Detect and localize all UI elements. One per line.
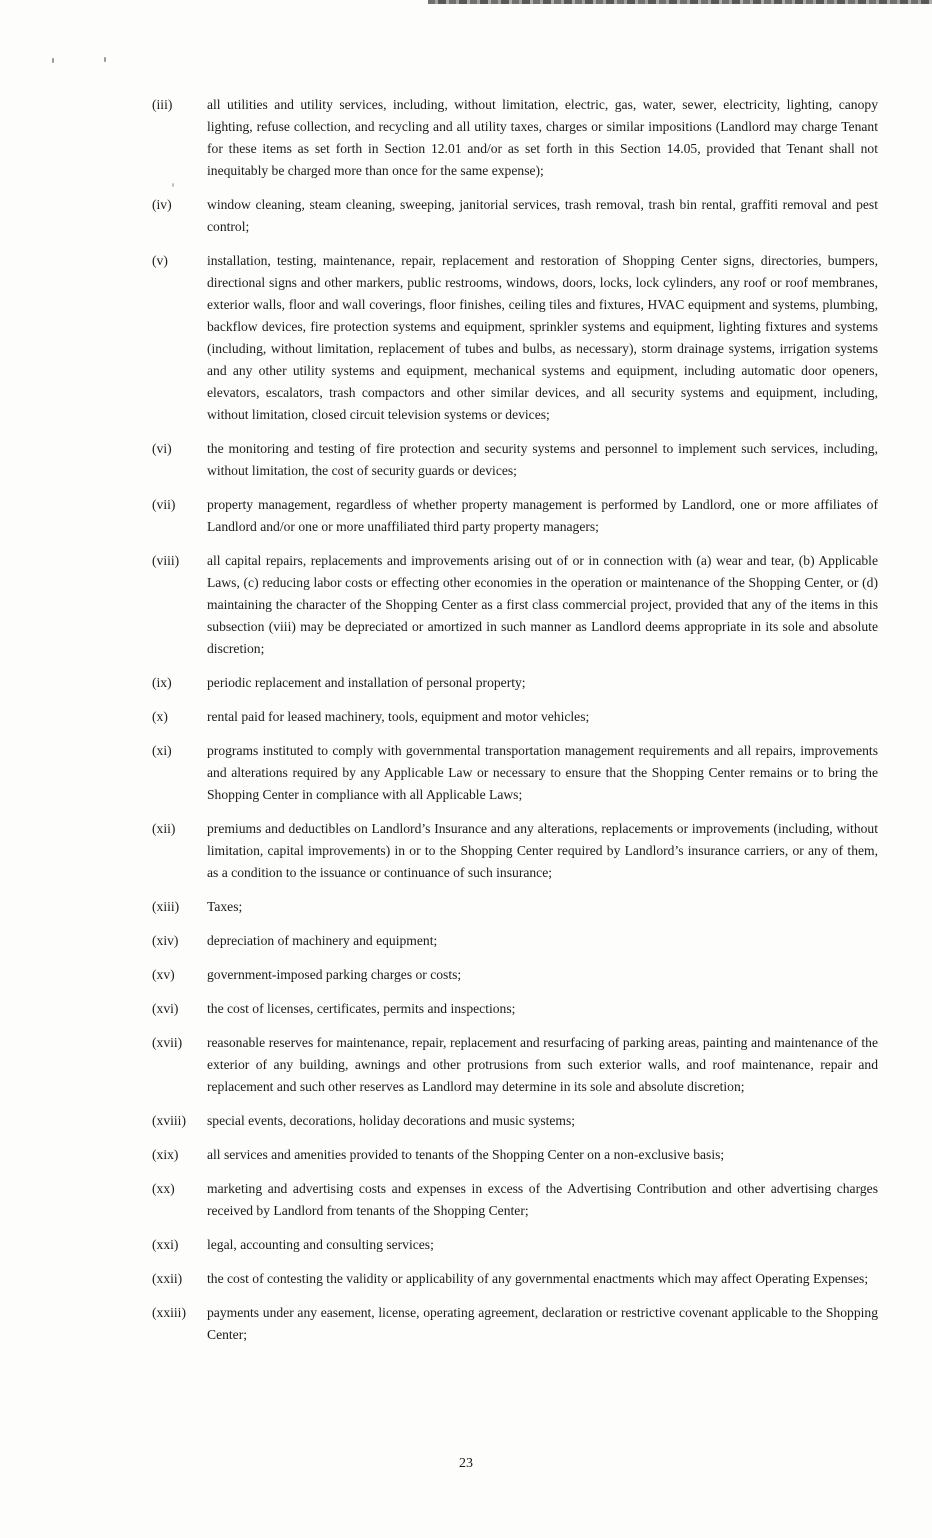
clause-number: (xiii) (152, 899, 180, 914)
page-number: 23 (459, 1456, 473, 1471)
clause-text: the monitoring and testing of fire protection and security systems and personnel to implement such services, including, without limitation, the cost of security guards or devices; (207, 441, 878, 478)
clause-item (152, 1110, 878, 1132)
clause-text: special events, decorations, holiday decorations and music systems; (207, 1113, 576, 1128)
clause-text: payments under any easement, license, operating agreement, declaration or restrictive covenant applicable to the Shopping Center; (207, 1305, 878, 1342)
clause-number: (xi) (152, 743, 172, 758)
clause-text: programs instituted to comply with governmental transportation management requirements and all repairs, improvements and alterations required by any Applicable Law or necessary to ensure that the Shopping Center remains or to bring the Shopping Center in compliance with all Applicable Laws; (207, 743, 878, 802)
clause-item (152, 1178, 878, 1222)
clause-number: (xix) (152, 1147, 179, 1162)
clause-text: all services and amenities provided to tenants of the Shopping Center on a non-exclusive basis; (207, 1147, 725, 1162)
clause-item (152, 818, 878, 884)
clause-text: government-imposed parking charges or costs; (207, 967, 462, 982)
clause-text: rental paid for leased machinery, tools, equipment and motor vehicles; (207, 709, 590, 724)
clause-item (152, 930, 878, 952)
clause-item (152, 706, 878, 728)
clause-text: the cost of licenses, certificates, permits and inspections; (207, 1001, 516, 1016)
clause-number: (xviii) (152, 1113, 186, 1128)
clause-number: (xiv) (152, 933, 179, 948)
clause-item (152, 194, 878, 238)
clause-item (152, 250, 878, 426)
clause-number: (xxi) (152, 1237, 179, 1252)
scan-artifact-top-edge (428, 0, 932, 4)
clause-text: depreciation of machinery and equipment; (207, 933, 438, 948)
clause-number: (v) (152, 253, 168, 268)
clause-item (152, 740, 878, 806)
clause-number: (xii) (152, 821, 176, 836)
clause-text: marketing and advertising costs and expenses in excess of the Advertising Contribution and other advertising charges received by Landlord from tenants of the Shopping Center; (207, 1181, 878, 1218)
clause-text: window cleaning, steam cleaning, sweeping, janitorial services, trash removal, trash bin rental, graffiti removal and pest control; (207, 197, 878, 234)
clause-item (152, 494, 878, 538)
clause-item (152, 672, 878, 694)
clause-number: (vii) (152, 497, 176, 512)
clause-number: (xxii) (152, 1271, 183, 1286)
clause-text: all capital repairs, replacements and improvements arising out of or in connection with (a) wear and tear, (b) Applicable Laws, (c) reducing labor costs or effecting other economies in the operation or maintenance of the Shopping Center, or (d) maintaining the character of the Shopping Center as a first class commercial project, provided that any of the items in this subsection (viii) may be depreciated or amortized in such manner as Landlord deems appropriate in its sole and absolute discretion; (207, 553, 878, 656)
clause-item (152, 1234, 878, 1256)
clause-item (152, 1144, 878, 1166)
clause-text: Taxes; (207, 899, 243, 914)
clause-number: (xxiii) (152, 1305, 186, 1320)
clause-number: (iv) (152, 197, 172, 212)
clause-number: (iii) (152, 97, 173, 112)
clause-text: all utilities and utility services, including, without limitation, electric, gas, water, sewer, electricity, lighting, canopy lighting, refuse collection, and recycling and all utility taxes, charges or similar impositions (Landlord may charge Tenant for these items as set forth in Section 12.01 and/or as set forth in this Section 14.05, provided that Tenant shall not inequitably be charged more than once for the same expense); (207, 97, 878, 178)
clause-text: reasonable reserves for maintenance, repair, replacement and resurfacing of parking areas, painting and maintenance of the exterior of any building, awnings and other protrusions from such exterior walls, and roof maintenance, repair and replacement and such other reserves as Landlord may determine in its sole and absolute discretion; (207, 1035, 878, 1094)
scan-speck (104, 57, 106, 62)
clause-text: premiums and deductibles on Landlord’s Insurance and any alterations, replacements or improvements (including, without limitation, capital improvements) in or to the Shopping Center required by Landlord’s insurance carriers, or any of them, as a condition to the issuance or continuance of such insurance; (207, 821, 878, 880)
clause-item (152, 1302, 878, 1346)
clause-number: (xv) (152, 967, 175, 982)
clause-item (152, 1032, 878, 1098)
scan-speck (52, 58, 54, 63)
clause-number: (xx) (152, 1181, 175, 1196)
clause-item (152, 896, 878, 918)
clause-item (152, 1268, 878, 1290)
clause-number: (x) (152, 709, 168, 724)
clause-text: periodic replacement and installation of personal property; (207, 675, 526, 690)
clause-number: (viii) (152, 553, 180, 568)
clause-item (152, 550, 878, 660)
clause-text: legal, accounting and consulting services; (207, 1237, 434, 1252)
clause-item (152, 998, 878, 1020)
clause-item (152, 94, 878, 182)
clause-item (152, 964, 878, 986)
clause-list (152, 94, 878, 1358)
clause-text: property management, regardless of whether property management is performed by Landlord, one or more affiliates of Landlord and/or one or more unaffiliated third party property managers; (207, 497, 878, 534)
clause-number: (xvii) (152, 1035, 183, 1050)
clause-item (152, 438, 878, 482)
clause-text: installation, testing, maintenance, repair, replacement and restoration of Shopping Center signs, directories, bumpers, directional signs and other markers, public restrooms, windows, doors, locks, lock cylinders, any roof or roof membranes, exterior walls, floor and wall coverings, floor finishes, ceiling tiles and fixtures, HVAC equipment and systems, plumbing, backflow devices, fire protection systems and equipment, sprinkler systems and equipment, lighting fixtures and systems (including, without limitation, replacement of tubes and bulbs, as necessary), storm drainage systems, irrigation systems and any other utility systems and equipment, mechanical systems and equipment, including automatic door openers, elevators, escalators, trash compactors and other similar devices, and all security systems and equipment, including, without limitation, closed circuit television systems or devices; (207, 253, 878, 422)
clause-number: (ix) (152, 675, 172, 690)
clause-number: (xvi) (152, 1001, 179, 1016)
clause-number: (vi) (152, 441, 172, 456)
clause-text: the cost of contesting the validity or applicability of any governmental enactments which may affect Operating Expenses; (207, 1271, 869, 1286)
